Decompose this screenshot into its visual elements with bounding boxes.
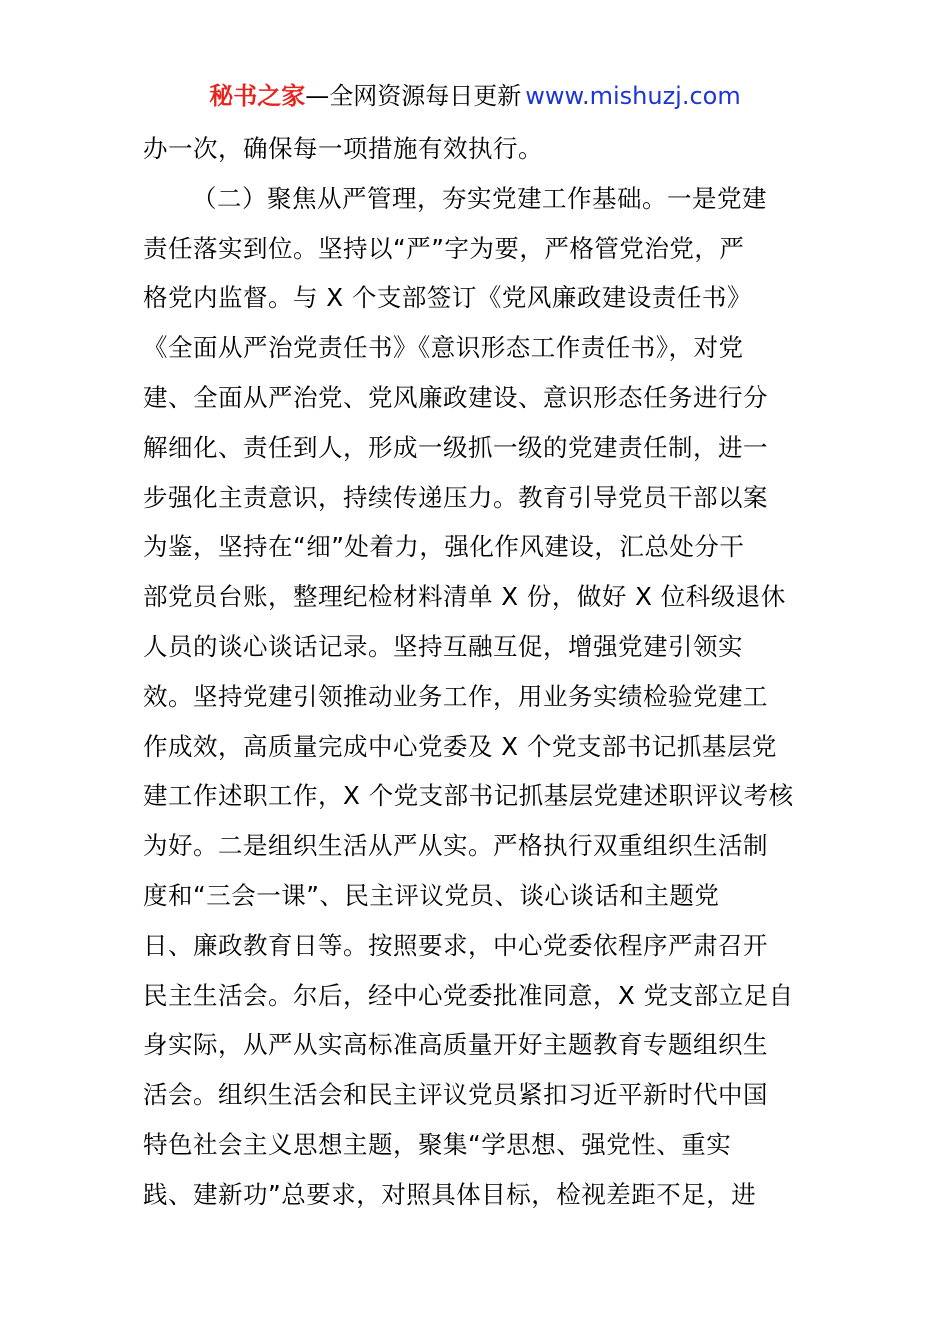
text-line: 践、建新功”总要求，对照具体目标，检视差距不足，进 <box>143 1179 757 1209</box>
text-line: 建、全面从严治党、党风廉政建设、意识形态任务进行分 <box>143 382 768 412</box>
text-line: （二）聚焦从严管理，夯实党建工作基础。一是党建 <box>192 183 767 213</box>
text-line: 日、廉政教育日等。按照要求，中心党委依程序严肃召开 <box>143 930 768 960</box>
text-line: 民主生活会。尔后，经中心党委批准同意，X 党支部立足自 <box>143 980 794 1010</box>
text-line: 为好。二是组织生活从严从实。严格执行双重组织生活制 <box>143 831 768 861</box>
text-line: 解细化、责任到人，形成一级抓一级的党建责任制，进一 <box>143 432 768 462</box>
text-line: 步强化主责意识，持续传递压力。教育引导党员干部以案 <box>143 482 768 512</box>
text-line: 身实际，从严从实高标准高质量开好主题教育专题组织生 <box>143 1030 768 1060</box>
text-line: 部党员台账，整理纪检材料清单 X 份，做好 X 位科级退休 <box>143 582 786 612</box>
text-line: 活会。组织生活会和民主评议党员紧扣习近平新时代中国 <box>143 1080 768 1110</box>
text-line: 办一次，确保每一项措施有效执行。 <box>143 134 543 163</box>
text-line: 为鉴，坚持在“细”处着力，强化作风建设，汇总处分干 <box>143 532 745 562</box>
brand-name: 秘书之家 <box>209 82 306 110</box>
site-header <box>0 78 950 114</box>
site-url-link[interactable]: www.mishuzj.com <box>525 82 741 110</box>
text-line: 度和“三会一课”、民主评议党员、谈心谈话和主题党 <box>143 880 720 910</box>
document-body <box>143 124 813 1220</box>
text-line: 作成效，高质量完成中心党委及 X 个党支部书记抓基层党 <box>143 731 777 761</box>
text-line: 《全面从严治党责任书》《意识形态工作责任书》，对党 <box>143 333 744 363</box>
text-line: 责任落实到位。坚持以“严”字为要，严格管党治党，严 <box>143 233 745 263</box>
header-tagline: —全网资源每日更新 <box>305 82 522 110</box>
text-line: 建工作述职工作，X 个党支部书记抓基层党建述职评议考核 <box>143 781 794 811</box>
text-line: 格党内监督。与 X 个支部签订《党风廉政建设责任书》 <box>143 283 752 313</box>
text-line: 特色社会主义思想主题，聚集“学思想、强党性、重实 <box>143 1129 732 1159</box>
text-line: 人员的谈心谈话记录。坚持互融互促，增强党建引领实 <box>143 631 743 661</box>
text-line: 效。坚持党建引领推动业务工作，用业务实绩检验党建工 <box>143 681 768 711</box>
